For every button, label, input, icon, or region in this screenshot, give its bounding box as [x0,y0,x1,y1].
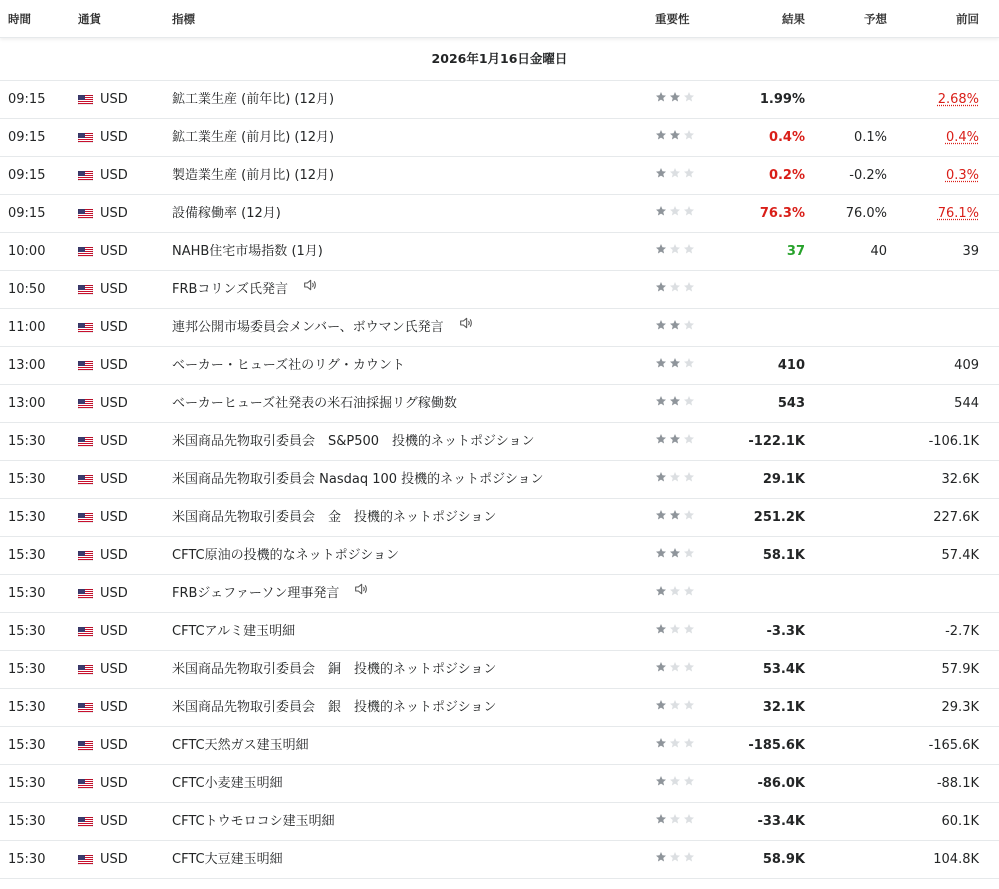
row-event[interactable] [172,537,399,574]
row-currency: USD [100,206,128,221]
importance-stars [655,119,697,156]
star-filled-icon [655,537,667,574]
row-currency: USD [100,624,128,639]
row-event[interactable] [172,575,369,612]
us-flag-icon [78,285,93,295]
star-empty-icon [683,157,695,194]
star-filled-icon [655,461,667,498]
row-actual: 32.1K [762,700,805,715]
row-currency: USD [100,852,128,867]
row-event[interactable] [172,499,496,536]
header-event[interactable]: 指標 [172,12,195,26]
row-time: 11:00 [8,320,46,335]
table-row[interactable] [0,233,999,271]
star-empty-icon [683,803,695,840]
row-currency: USD [100,130,128,145]
row-previous: -88.1K [936,776,979,791]
event-name[interactable]: 製造業生産 (前月比) (12月) [172,168,335,183]
row-previous[interactable]: 0.3% [945,168,979,183]
row-actual: 0.2% [768,168,805,183]
star-filled-icon [655,233,667,270]
star-empty-icon [669,575,681,612]
row-event[interactable] [172,689,496,726]
us-flag-icon [78,741,93,751]
star-filled-icon [655,271,667,308]
importance-stars [655,309,697,346]
row-currency: USD [100,358,128,373]
us-flag-icon [78,171,93,181]
importance-stars [655,423,697,460]
row-actual: 251.2K [753,510,805,525]
star-filled-icon [655,309,667,346]
star-empty-icon [683,271,695,308]
star-filled-icon [669,347,681,384]
row-event[interactable] [172,347,405,384]
table-row[interactable] [0,309,999,347]
row-time: 10:50 [8,282,46,297]
row-actual: 410 [777,358,805,373]
table-row[interactable] [0,689,999,727]
row-previous: 29.3K [941,700,979,715]
row-previous[interactable]: 2.68% [937,92,979,107]
event-name[interactable]: 連邦公開市場委員会メンバー、ボウマン氏発言 [172,320,444,335]
star-empty-icon [669,461,681,498]
row-currency: USD [100,282,128,297]
star-empty-icon [683,689,695,726]
event-name[interactable]: 米国商品先物取引委員会 S&P500 投機的ネットポジション [172,434,535,449]
star-filled-icon [655,575,667,612]
importance-stars [655,499,697,536]
row-previous: -2.7K [945,624,979,639]
row-time: 15:30 [8,738,46,753]
row-time: 13:00 [8,396,46,411]
table-row[interactable] [0,119,999,157]
row-actual: -86.0K [757,776,805,791]
importance-stars [655,689,697,726]
row-actual: 58.1K [762,548,805,563]
row-previous: 57.4K [941,548,979,563]
star-filled-icon [655,803,667,840]
row-currency: USD [100,738,128,753]
row-event[interactable] [172,119,334,156]
row-actual: -3.3K [766,624,805,639]
star-empty-icon [669,765,681,802]
row-actual: -33.4K [757,814,805,829]
row-currency: USD [100,510,128,525]
row-previous: 60.1K [941,814,979,829]
row-currency: USD [100,434,128,449]
row-actual: 1.99% [759,92,805,107]
us-flag-icon [78,209,93,219]
star-filled-icon [655,651,667,688]
row-actual: 53.4K [762,662,805,677]
importance-stars [655,157,697,194]
row-time: 13:00 [8,358,46,373]
row-currency: USD [100,396,128,411]
table-row[interactable] [0,347,999,385]
row-currency: USD [100,320,128,335]
event-name[interactable]: ベーカー・ヒューズ社のリグ・カウント [172,358,405,373]
header-importance[interactable]: 重要性 [655,12,690,26]
header-forecast[interactable]: 予想 [864,12,887,26]
row-event[interactable] [172,271,318,308]
row-currency: USD [100,776,128,791]
star-empty-icon [669,613,681,650]
event-name[interactable]: 米国商品先物取引委員会 銅 投機的ネットポジション [172,662,497,677]
star-filled-icon [655,119,667,156]
row-currency: USD [100,662,128,677]
star-empty-icon [683,423,695,460]
importance-stars [655,613,697,650]
row-currency: USD [100,168,128,183]
event-name[interactable]: 米国商品先物取引委員会 銀 投機的ネットポジション [172,700,497,715]
row-event[interactable] [172,841,283,878]
us-flag-icon [78,627,93,637]
table-row[interactable] [0,271,999,309]
table-row[interactable] [0,81,999,119]
star-filled-icon [669,119,681,156]
us-flag-icon [78,475,93,485]
speaker-icon[interactable] [458,309,474,346]
table-row[interactable] [0,423,999,461]
importance-stars [655,233,697,270]
row-event[interactable] [172,309,474,346]
event-name[interactable]: CFTC小麦建玉明細 [172,776,283,791]
date-label: 2026年1月16日金曜日 [0,38,999,81]
star-filled-icon [669,423,681,460]
row-time: 15:30 [8,852,46,867]
us-flag-icon [78,665,93,675]
star-empty-icon [683,461,695,498]
us-flag-icon [78,779,93,789]
star-empty-icon [683,233,695,270]
row-currency: USD [100,586,128,601]
us-flag-icon [78,133,93,143]
row-actual: 543 [777,396,805,411]
row-previous: 57.9K [941,662,979,677]
row-previous: 32.6K [941,472,979,487]
row-time: 15:30 [8,700,46,715]
star-empty-icon [669,651,681,688]
importance-stars [655,537,697,574]
header-currency[interactable]: 通貨 [78,12,101,26]
row-previous[interactable]: 76.1% [937,206,979,221]
event-name[interactable]: 米国商品先物取引委員会 Nasdaq 100 投機的ネットポジション [172,472,544,487]
star-filled-icon [669,537,681,574]
row-event[interactable] [172,195,281,232]
table-row[interactable] [0,765,999,803]
importance-stars [655,195,697,232]
star-filled-icon [655,841,667,878]
us-flag-icon [78,361,93,371]
event-name[interactable]: CFTCトウモロコシ建玉明細 [172,814,335,829]
star-filled-icon [655,157,667,194]
row-event[interactable] [172,727,309,764]
star-filled-icon [655,613,667,650]
event-name[interactable]: ベーカーヒューズ社発表の米石油採掘リグ稼働数 [172,396,457,411]
event-name[interactable]: 設備稼働率 (12月) [172,206,281,221]
row-event[interactable] [172,461,544,498]
row-time: 15:30 [8,662,46,677]
star-filled-icon [669,385,681,422]
importance-stars [655,461,697,498]
row-previous: 409 [954,358,979,373]
row-time: 15:30 [8,776,46,791]
star-empty-icon [683,347,695,384]
row-time: 09:15 [8,130,46,145]
star-empty-icon [669,195,681,232]
row-actual: -185.6K [748,738,805,753]
row-previous[interactable]: 0.4% [945,130,979,145]
event-rows [0,81,999,879]
row-currency: USD [100,700,128,715]
event-name[interactable]: CFTC天然ガス建玉明細 [172,738,309,753]
event-name[interactable]: FRBコリンズ氏発言 [172,282,289,297]
star-empty-icon [669,803,681,840]
table-row[interactable] [0,157,999,195]
header-previous[interactable]: 前回 [956,12,979,26]
star-filled-icon [669,81,681,118]
us-flag-icon [78,589,93,599]
us-flag-icon [78,399,93,409]
table-row[interactable] [0,499,999,537]
row-currency: USD [100,244,128,259]
star-empty-icon [669,689,681,726]
row-event[interactable] [172,233,323,270]
row-forecast: -0.2% [849,168,887,183]
row-previous: 104.8K [933,852,979,867]
star-empty-icon [669,271,681,308]
event-name[interactable]: 米国商品先物取引委員会 金 投機的ネットポジション [172,510,497,525]
speaker-icon[interactable] [353,575,369,612]
table-row[interactable] [0,461,999,499]
row-actual: -122.1K [748,434,805,449]
us-flag-icon [78,703,93,713]
star-filled-icon [655,385,667,422]
star-filled-icon [669,499,681,536]
star-filled-icon [655,689,667,726]
star-empty-icon [683,195,695,232]
row-time: 09:15 [8,168,46,183]
importance-stars [655,765,697,802]
importance-stars [655,841,697,878]
row-previous: -165.6K [928,738,979,753]
event-name[interactable]: FRBジェファーソン理事発言 [172,586,340,601]
row-time: 15:30 [8,434,46,449]
speaker-icon[interactable] [302,271,318,308]
star-filled-icon [669,309,681,346]
row-time: 15:30 [8,586,46,601]
table-row[interactable] [0,803,999,841]
row-time: 15:30 [8,510,46,525]
row-previous: 544 [954,396,979,411]
star-empty-icon [683,537,695,574]
row-event[interactable] [172,81,334,118]
row-previous: 39 [962,244,979,259]
star-empty-icon [683,385,695,422]
header-time[interactable]: 時間 [8,12,31,26]
star-empty-icon [669,841,681,878]
table-row[interactable] [0,537,999,575]
star-empty-icon [683,765,695,802]
star-empty-icon [683,499,695,536]
table-row[interactable] [0,575,999,613]
importance-stars [655,727,697,764]
row-event[interactable] [172,803,335,840]
row-actual: 0.4% [768,130,805,145]
row-time: 15:30 [8,814,46,829]
row-event[interactable] [172,385,457,422]
importance-stars [655,575,697,612]
row-forecast: 40 [870,244,887,259]
row-actual: 76.3% [759,206,805,221]
event-name[interactable]: CFTC原油の投機的なネットポジション [172,548,399,563]
us-flag-icon [78,437,93,447]
row-currency: USD [100,472,128,487]
us-flag-icon [78,323,93,333]
star-empty-icon [683,575,695,612]
star-empty-icon [669,233,681,270]
star-empty-icon [683,651,695,688]
importance-stars [655,81,697,118]
importance-stars [655,651,697,688]
table-row[interactable] [0,841,999,879]
row-actual: 37 [786,244,805,259]
row-event[interactable] [172,423,534,460]
event-name[interactable]: NAHB住宅市場指数 (1月) [172,244,323,259]
us-flag-icon [78,95,93,105]
importance-stars [655,271,697,308]
us-flag-icon [78,513,93,523]
row-forecast: 76.0% [845,206,887,221]
star-empty-icon [683,841,695,878]
row-event[interactable] [172,651,496,688]
table-row[interactable] [0,613,999,651]
star-empty-icon [683,119,695,156]
star-empty-icon [683,309,695,346]
table-header [0,0,999,38]
row-currency: USD [100,814,128,829]
row-time: 09:15 [8,206,46,221]
star-filled-icon [655,727,667,764]
event-name[interactable]: CFTCアルミ建玉明細 [172,624,296,639]
importance-stars [655,803,697,840]
event-name[interactable]: CFTC大豆建玉明細 [172,852,283,867]
us-flag-icon [78,817,93,827]
star-empty-icon [669,727,681,764]
star-empty-icon [683,727,695,764]
table-row[interactable] [0,195,999,233]
importance-stars [655,347,697,384]
row-previous: -106.1K [928,434,979,449]
star-empty-icon [683,613,695,650]
row-event[interactable] [172,157,334,194]
row-time: 09:15 [8,92,46,107]
importance-stars [655,385,697,422]
row-time: 15:30 [8,624,46,639]
header-actual[interactable]: 結果 [782,12,805,26]
table-row[interactable] [0,651,999,689]
row-time: 15:30 [8,548,46,563]
us-flag-icon [78,247,93,257]
star-filled-icon [655,765,667,802]
star-empty-icon [683,81,695,118]
star-empty-icon [669,157,681,194]
table-row[interactable] [0,385,999,423]
event-name[interactable]: 鉱工業生産 (前年比) (12月) [172,92,335,107]
row-event[interactable] [172,613,295,650]
event-name[interactable]: 鉱工業生産 (前月比) (12月) [172,130,335,145]
row-previous: 227.6K [933,510,979,525]
table-row[interactable] [0,727,999,765]
star-filled-icon [655,423,667,460]
row-actual: 58.9K [762,852,805,867]
row-actual: 29.1K [762,472,805,487]
row-time: 15:30 [8,472,46,487]
row-event[interactable] [172,765,283,802]
star-filled-icon [655,195,667,232]
star-filled-icon [655,499,667,536]
us-flag-icon [78,855,93,865]
row-currency: USD [100,92,128,107]
star-filled-icon [655,347,667,384]
row-forecast: 0.1% [853,130,887,145]
row-time: 10:00 [8,244,46,259]
us-flag-icon [78,551,93,561]
row-currency: USD [100,548,128,563]
star-filled-icon [655,81,667,118]
